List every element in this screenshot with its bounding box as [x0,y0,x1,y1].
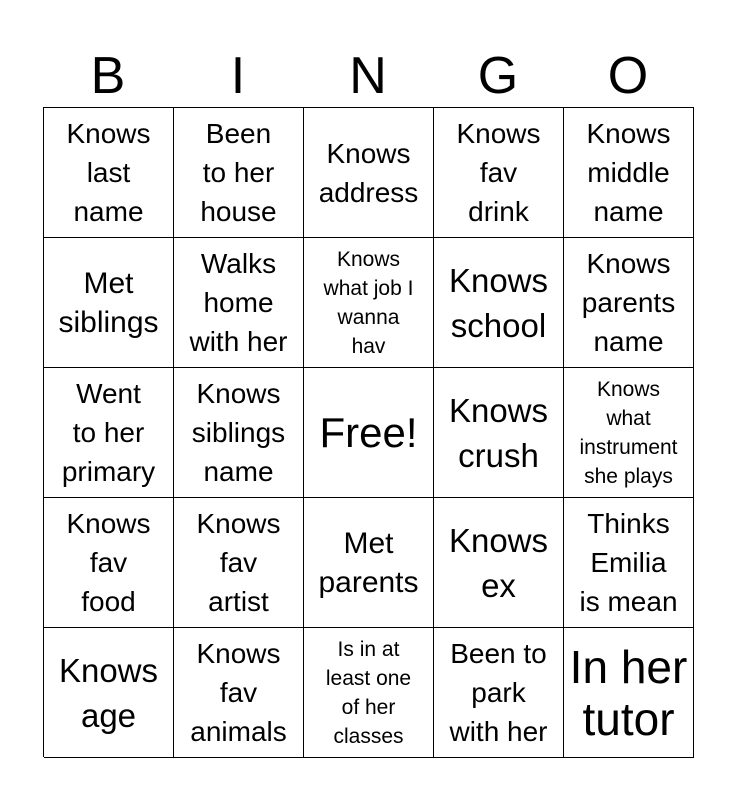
cell-text: Knows what instrument she plays [579,377,678,488]
cell-text: Knows fav artist [196,508,281,617]
bingo-cell[interactable] [434,498,564,628]
header-letter-n: N [349,47,387,105]
free-space-label: Free! [319,408,418,456]
bingo-cell[interactable] [44,368,174,498]
cell-text: Been to her house [200,118,277,227]
bingo-cell[interactable] [304,108,434,238]
bingo-cell[interactable] [434,238,564,368]
bingo-cell[interactable] [564,628,694,758]
cell-text: Knows middle name [586,118,671,227]
header-letter-i: I [230,47,246,105]
header-letter-b: B [90,47,126,105]
bingo-cell[interactable] [434,628,564,758]
bingo-cell[interactable] [564,238,694,368]
bingo-cell[interactable] [44,628,174,758]
cell-text: Went to her primary [61,378,156,487]
bingo-cell[interactable] [434,368,564,498]
bingo-cell[interactable] [564,498,694,628]
cell-text: Knows age [58,651,159,734]
cell-text: Knows fav drink [456,118,541,227]
cell-text: Met siblings [58,266,159,339]
header-letter-o: O [607,47,649,105]
cell-text: Knows address [318,137,419,208]
bingo-cell[interactable] [564,108,694,238]
cell-text: Knows fav animals [190,638,287,747]
bingo-cell[interactable] [174,498,304,628]
cell-text: Thinks Emilia is mean [579,508,678,617]
bingo-cell[interactable] [304,238,434,368]
cell-text: Knows siblings name [191,378,286,487]
bingo-cell[interactable] [174,108,304,238]
bingo-cell[interactable] [44,498,174,628]
bingo-header [43,44,693,108]
cell-text: Knows last name [66,118,151,227]
cell-text: In her tutor [569,640,688,745]
bingo-grid [43,107,694,757]
cell-text: Met parents [318,526,419,599]
cell-text: Knows school [448,261,549,344]
bingo-cell[interactable] [174,238,304,368]
bingo-cell[interactable] [174,628,304,758]
bingo-cell[interactable] [174,368,304,498]
bingo-cell[interactable] [304,498,434,628]
bingo-cell[interactable] [44,108,174,238]
bingo-cell[interactable] [304,628,434,758]
bingo-cell[interactable] [44,238,174,368]
bingo-cell[interactable] [434,108,564,238]
cell-text: Knows fav food [66,508,151,617]
cell-text: Knows parents name [581,248,676,357]
cell-text: Knows ex [448,521,549,604]
cell-text: Knows what job I wanna hav [323,247,414,358]
cell-text: Been to park with her [449,638,548,747]
cell-text: Knows crush [448,391,549,474]
bingo-cell[interactable] [564,368,694,498]
cell-text: Walks home with her [189,248,288,357]
header-letter-g: G [477,47,519,105]
bingo-cell-free[interactable] [304,368,434,498]
cell-text: Is in at least one of her classes [325,637,412,748]
